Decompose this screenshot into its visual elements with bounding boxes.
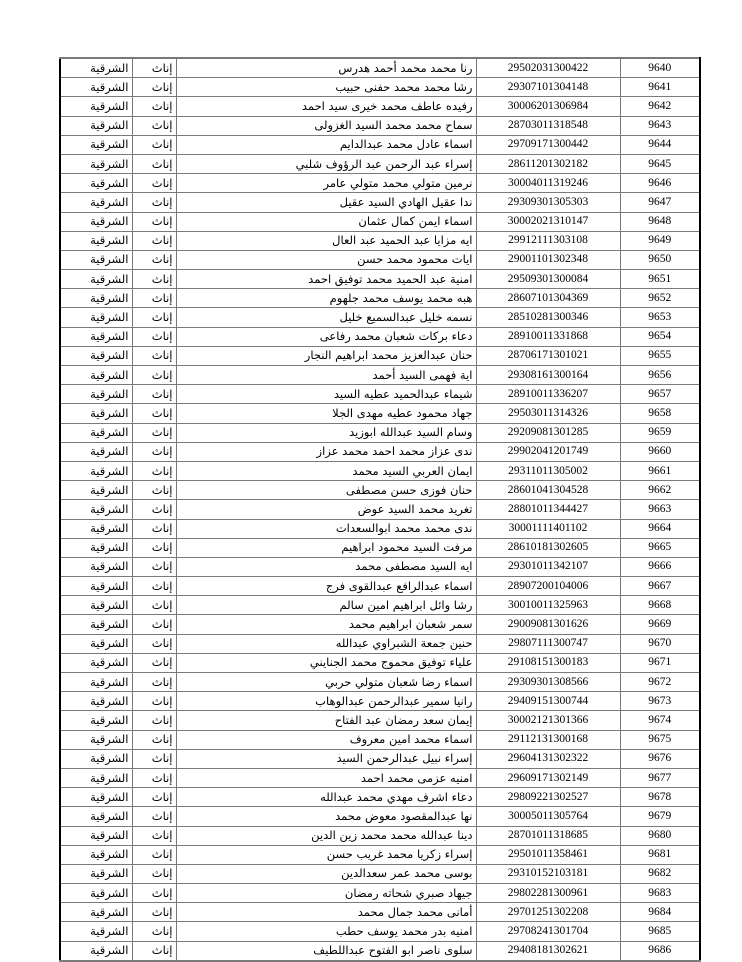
table-row [60, 442, 700, 461]
cell-national-id: 29708241301704 [476, 922, 620, 941]
cell-gender: إناث [132, 673, 176, 692]
cell-national-id: 29209081301285 [476, 423, 620, 442]
cell-governorate: الشرقية [60, 941, 132, 961]
cell-governorate: الشرقية [60, 922, 132, 941]
cell-governorate: الشرقية [60, 615, 132, 634]
cell-name: ندا عقيل الهادي السيد عقيل [176, 193, 476, 212]
table-row [60, 327, 700, 346]
cell-national-id: 30004011319246 [476, 174, 620, 193]
table-row [60, 884, 700, 903]
cell-gender: إناث [132, 711, 176, 730]
table-row [60, 673, 700, 692]
cell-name: نها عبدالمقصود معوض محمد [176, 807, 476, 826]
cell-governorate: الشرقية [60, 404, 132, 423]
table-row [60, 634, 700, 653]
cell-governorate: الشرقية [60, 289, 132, 308]
cell-gender: إناث [132, 500, 176, 519]
cell-governorate: الشرقية [60, 231, 132, 250]
cell-serial: 9641 [620, 78, 700, 97]
cell-national-id: 29311011305002 [476, 461, 620, 480]
table-row [60, 807, 700, 826]
cell-gender: إناث [132, 423, 176, 442]
table-row [60, 461, 700, 480]
cell-serial: 9657 [620, 385, 700, 404]
cell-name: بوسى محمد عمر سعدالدين [176, 864, 476, 883]
cell-national-id: 28706171301021 [476, 346, 620, 365]
cell-name: دعاء بركات شعبان محمد رفاعى [176, 327, 476, 346]
table-row [60, 404, 700, 423]
cell-governorate: الشرقية [60, 385, 132, 404]
cell-national-id: 29307101304148 [476, 78, 620, 97]
table-row [60, 154, 700, 173]
cell-gender: إناث [132, 250, 176, 269]
table-row [60, 692, 700, 711]
table-row [60, 116, 700, 135]
cell-national-id: 29609171302149 [476, 768, 620, 787]
cell-serial: 9661 [620, 461, 700, 480]
cell-serial: 9674 [620, 711, 700, 730]
cell-serial: 9651 [620, 270, 700, 289]
cell-governorate: الشرقية [60, 250, 132, 269]
cell-serial: 9644 [620, 135, 700, 154]
cell-name: إسراء نبيل عبدالرحمن السيد [176, 749, 476, 768]
cell-name: نسمه خليل عبدالسميع خليل [176, 308, 476, 327]
cell-name: تغريد محمد السيد عوض [176, 500, 476, 519]
table-row [60, 58, 700, 78]
cell-name: دعاء اشرف مهدي محمد عبدالله [176, 788, 476, 807]
table-row [60, 519, 700, 538]
cell-national-id: 29502031300422 [476, 58, 620, 78]
cell-gender: إناث [132, 634, 176, 653]
cell-name: سمر شعبان ابراهيم محمد [176, 615, 476, 634]
cell-governorate: الشرقية [60, 212, 132, 231]
cell-serial: 9679 [620, 807, 700, 826]
cell-gender: إناث [132, 577, 176, 596]
cell-national-id: 29108151300183 [476, 653, 620, 672]
cell-name: رفيده عاطف محمد خيرى سيد احمد [176, 97, 476, 116]
table-row [60, 135, 700, 154]
cell-serial: 9642 [620, 97, 700, 116]
table-row [60, 366, 700, 385]
cell-gender: إناث [132, 788, 176, 807]
cell-gender: إناث [132, 922, 176, 941]
cell-governorate: الشرقية [60, 596, 132, 615]
cell-gender: إناث [132, 653, 176, 672]
cell-name: امنيه عزمى محمد احمد [176, 768, 476, 787]
cell-serial: 9667 [620, 577, 700, 596]
cell-gender: إناث [132, 385, 176, 404]
cell-national-id: 29807111300747 [476, 634, 620, 653]
table-row [60, 500, 700, 519]
cell-gender: إناث [132, 270, 176, 289]
cell-governorate: الشرقية [60, 826, 132, 845]
table-row [60, 615, 700, 634]
cell-governorate: الشرقية [60, 423, 132, 442]
cell-national-id: 30001111401102 [476, 519, 620, 538]
cell-name: رشا وائل ابراهيم امين سالم [176, 596, 476, 615]
table-row [60, 826, 700, 845]
cell-gender: إناث [132, 807, 176, 826]
cell-gender: إناث [132, 366, 176, 385]
cell-gender: إناث [132, 461, 176, 480]
cell-serial: 9665 [620, 538, 700, 557]
cell-national-id: 29503011314326 [476, 404, 620, 423]
cell-gender: إناث [132, 826, 176, 845]
cell-national-id: 29802281300961 [476, 884, 620, 903]
cell-governorate: الشرقية [60, 135, 132, 154]
table-row [60, 174, 700, 193]
cell-serial: 9685 [620, 922, 700, 941]
cell-national-id: 29701251302208 [476, 903, 620, 922]
cell-name: ايات محمود محمد حسن [176, 250, 476, 269]
cell-serial: 9646 [620, 174, 700, 193]
table-row [60, 423, 700, 442]
cell-serial: 9669 [620, 615, 700, 634]
cell-gender: إناث [132, 442, 176, 461]
cell-gender: إناث [132, 749, 176, 768]
cell-gender: إناث [132, 903, 176, 922]
cell-national-id: 29912111303108 [476, 231, 620, 250]
cell-national-id: 29001101302348 [476, 250, 620, 269]
roster-table-body [60, 58, 700, 961]
cell-national-id: 28910011336207 [476, 385, 620, 404]
cell-name: اية فهمى السيد أحمد [176, 366, 476, 385]
cell-name: ايمان العربي السيد محمد [176, 461, 476, 480]
cell-national-id: 28801011344427 [476, 500, 620, 519]
cell-name: حنان فوزى حسن مصطفى [176, 481, 476, 500]
cell-serial: 9643 [620, 116, 700, 135]
cell-name: رشا محمد محمد حفنى حبيب [176, 78, 476, 97]
cell-national-id: 28607101304369 [476, 289, 620, 308]
table-row [60, 788, 700, 807]
cell-national-id: 29809221302527 [476, 788, 620, 807]
cell-national-id: 29709171300442 [476, 135, 620, 154]
cell-name: سماح محمد محمد السيد الغزولى [176, 116, 476, 135]
cell-gender: إناث [132, 346, 176, 365]
cell-name: امنيه بدر محمد يوسف حطب [176, 922, 476, 941]
cell-governorate: الشرقية [60, 270, 132, 289]
table-row [60, 653, 700, 672]
table-row [60, 941, 700, 961]
cell-gender: إناث [132, 174, 176, 193]
cell-serial: 9671 [620, 653, 700, 672]
cell-name: نرمين متولي محمد متولي عامر [176, 174, 476, 193]
cell-national-id: 30005011305764 [476, 807, 620, 826]
cell-serial: 9668 [620, 596, 700, 615]
cell-governorate: الشرقية [60, 154, 132, 173]
table-row [60, 596, 700, 615]
cell-serial: 9650 [620, 250, 700, 269]
cell-serial: 9652 [620, 289, 700, 308]
cell-national-id: 30010011325963 [476, 596, 620, 615]
cell-name: شيماء عبدالحميد عطيه السيد [176, 385, 476, 404]
cell-serial: 9684 [620, 903, 700, 922]
cell-name: امنية عبد الحميد محمد توفيق احمد [176, 270, 476, 289]
cell-national-id: 29009081301626 [476, 615, 620, 634]
cell-name: أمانى محمد جمال محمد [176, 903, 476, 922]
cell-governorate: الشرقية [60, 557, 132, 576]
cell-name: جيهاد صبري شحاته رمضان [176, 884, 476, 903]
roster-table [59, 57, 701, 962]
cell-serial: 9672 [620, 673, 700, 692]
cell-name: اسماء محمد امين معروف [176, 730, 476, 749]
cell-gender: إناث [132, 692, 176, 711]
cell-national-id: 29409151300744 [476, 692, 620, 711]
cell-gender: إناث [132, 231, 176, 250]
cell-serial: 9677 [620, 768, 700, 787]
cell-gender: إناث [132, 615, 176, 634]
cell-governorate: الشرقية [60, 653, 132, 672]
cell-governorate: الشرقية [60, 884, 132, 903]
cell-governorate: الشرقية [60, 768, 132, 787]
cell-serial: 9660 [620, 442, 700, 461]
table-row [60, 97, 700, 116]
cell-governorate: الشرقية [60, 58, 132, 78]
cell-serial: 9666 [620, 557, 700, 576]
cell-name: ايه مزايا عبد الحميد عبد العال [176, 231, 476, 250]
cell-gender: إناث [132, 538, 176, 557]
cell-national-id: 28601041304528 [476, 481, 620, 500]
cell-serial: 9647 [620, 193, 700, 212]
table-row [60, 385, 700, 404]
cell-governorate: الشرقية [60, 174, 132, 193]
table-row [60, 557, 700, 576]
cell-name: ايه السيد مصطفى محمد [176, 557, 476, 576]
cell-governorate: الشرقية [60, 442, 132, 461]
cell-name: جهاد محمود عطيه مهدى الجلا [176, 404, 476, 423]
table-row [60, 845, 700, 864]
cell-governorate: الشرقية [60, 634, 132, 653]
cell-national-id: 29902041201749 [476, 442, 620, 461]
cell-name: رانيا سمير عبدالرحمن عبدالوهاب [176, 692, 476, 711]
cell-national-id: 28910011331868 [476, 327, 620, 346]
cell-gender: إناث [132, 154, 176, 173]
cell-governorate: الشرقية [60, 481, 132, 500]
cell-serial: 9648 [620, 212, 700, 231]
cell-national-id: 28611201302182 [476, 154, 620, 173]
cell-serial: 9675 [620, 730, 700, 749]
table-row [60, 193, 700, 212]
cell-national-id: 29408181302621 [476, 941, 620, 961]
cell-serial: 9656 [620, 366, 700, 385]
cell-governorate: الشرقية [60, 749, 132, 768]
cell-serial: 9686 [620, 941, 700, 961]
table-row [60, 922, 700, 941]
table-row [60, 749, 700, 768]
table-row [60, 768, 700, 787]
cell-serial: 9678 [620, 788, 700, 807]
cell-governorate: الشرقية [60, 116, 132, 135]
table-row [60, 711, 700, 730]
table-row [60, 730, 700, 749]
cell-governorate: الشرقية [60, 673, 132, 692]
table-row [60, 270, 700, 289]
cell-name: وسام السيد عبدالله ابوزيد [176, 423, 476, 442]
cell-serial: 9664 [620, 519, 700, 538]
cell-national-id: 29509301300084 [476, 270, 620, 289]
cell-gender: إناث [132, 768, 176, 787]
cell-name: سلوى ناصر ابو الفتوح عبداللطيف [176, 941, 476, 961]
table-row [60, 577, 700, 596]
cell-governorate: الشرقية [60, 327, 132, 346]
cell-name: مرفت السيد محمود ابراهيم [176, 538, 476, 557]
cell-gender: إناث [132, 730, 176, 749]
cell-gender: إناث [132, 193, 176, 212]
cell-serial: 9681 [620, 845, 700, 864]
cell-governorate: الشرقية [60, 577, 132, 596]
table-row [60, 289, 700, 308]
cell-governorate: الشرقية [60, 730, 132, 749]
cell-gender: إناث [132, 596, 176, 615]
cell-national-id: 29112131300168 [476, 730, 620, 749]
cell-national-id: 29308161300164 [476, 366, 620, 385]
cell-name: حنان عبدالعزيز محمد ابراهيم النجار [176, 346, 476, 365]
cell-serial: 9682 [620, 864, 700, 883]
table-row [60, 308, 700, 327]
cell-name: حنين جمعة الشبراوي عبدالله [176, 634, 476, 653]
cell-national-id: 30002021310147 [476, 212, 620, 231]
cell-governorate: الشرقية [60, 807, 132, 826]
cell-name: اسماء ايمن كمال عثمان [176, 212, 476, 231]
cell-gender: إناث [132, 864, 176, 883]
cell-governorate: الشرقية [60, 308, 132, 327]
cell-name: هبه محمد يوسف محمد جلهوم [176, 289, 476, 308]
cell-name: إيمان سعد رمضان عبد الفتاح [176, 711, 476, 730]
cell-gender: إناث [132, 481, 176, 500]
table-row [60, 903, 700, 922]
cell-name: علياء توفيق محموج محمد الجنايني [176, 653, 476, 672]
cell-gender: إناث [132, 557, 176, 576]
cell-serial: 9653 [620, 308, 700, 327]
table-row [60, 481, 700, 500]
cell-gender: إناث [132, 78, 176, 97]
cell-governorate: الشرقية [60, 538, 132, 557]
cell-national-id: 28703011318548 [476, 116, 620, 135]
cell-governorate: الشرقية [60, 711, 132, 730]
cell-name: ندى محمد محمد ابوالسعدات [176, 519, 476, 538]
cell-serial: 9649 [620, 231, 700, 250]
cell-name: اسماء عبدالرافع عبدالقوى فرج [176, 577, 476, 596]
cell-serial: 9658 [620, 404, 700, 423]
cell-serial: 9670 [620, 634, 700, 653]
cell-governorate: الشرقية [60, 864, 132, 883]
cell-serial: 9662 [620, 481, 700, 500]
cell-serial: 9683 [620, 884, 700, 903]
cell-name: دينا عبدالله محمد محمد زين الدين [176, 826, 476, 845]
cell-gender: إناث [132, 404, 176, 423]
cell-gender: إناث [132, 519, 176, 538]
cell-name: إسراء زكريا محمد غريب حسن [176, 845, 476, 864]
cell-national-id: 28907200104006 [476, 577, 620, 596]
cell-gender: إناث [132, 135, 176, 154]
cell-serial: 9654 [620, 327, 700, 346]
cell-name: ندى عزاز محمد احمد محمد عزاز [176, 442, 476, 461]
table-row [60, 346, 700, 365]
cell-national-id: 29604131302322 [476, 749, 620, 768]
cell-gender: إناث [132, 941, 176, 961]
cell-governorate: الشرقية [60, 461, 132, 480]
table-row [60, 864, 700, 883]
cell-gender: إناث [132, 58, 176, 78]
cell-name: إسراء عبد الرحمن عبد الرؤوف شلبي [176, 154, 476, 173]
cell-governorate: الشرقية [60, 500, 132, 519]
cell-gender: إناث [132, 845, 176, 864]
table-row [60, 231, 700, 250]
cell-gender: إناث [132, 289, 176, 308]
table-row [60, 538, 700, 557]
cell-national-id: 28610181302605 [476, 538, 620, 557]
table-row [60, 212, 700, 231]
cell-governorate: الشرقية [60, 788, 132, 807]
cell-serial: 9680 [620, 826, 700, 845]
cell-governorate: الشرقية [60, 78, 132, 97]
cell-governorate: الشرقية [60, 845, 132, 864]
cell-national-id: 28701011318685 [476, 826, 620, 845]
cell-governorate: الشرقية [60, 193, 132, 212]
cell-serial: 9659 [620, 423, 700, 442]
cell-gender: إناث [132, 116, 176, 135]
cell-name: رنا محمد محمد أحمد هدرس [176, 58, 476, 78]
cell-serial: 9663 [620, 500, 700, 519]
cell-serial: 9640 [620, 58, 700, 78]
cell-gender: إناث [132, 327, 176, 346]
cell-serial: 9645 [620, 154, 700, 173]
table-row [60, 250, 700, 269]
cell-name: اسماء رضا شعبان متولي حربي [176, 673, 476, 692]
table-row [60, 78, 700, 97]
cell-governorate: الشرقية [60, 692, 132, 711]
cell-governorate: الشرقية [60, 903, 132, 922]
cell-serial: 9655 [620, 346, 700, 365]
cell-gender: إناث [132, 97, 176, 116]
cell-gender: إناث [132, 884, 176, 903]
cell-governorate: الشرقية [60, 366, 132, 385]
cell-national-id: 29310152103181 [476, 864, 620, 883]
cell-national-id: 29501011358461 [476, 845, 620, 864]
cell-gender: إناث [132, 308, 176, 327]
cell-national-id: 29309301308566 [476, 673, 620, 692]
cell-name: اسماء عادل محمد عبدالدايم [176, 135, 476, 154]
cell-national-id: 28510281300346 [476, 308, 620, 327]
cell-national-id: 30002121301366 [476, 711, 620, 730]
cell-gender: إناث [132, 212, 176, 231]
cell-serial: 9676 [620, 749, 700, 768]
cell-governorate: الشرقية [60, 519, 132, 538]
cell-governorate: الشرقية [60, 97, 132, 116]
cell-national-id: 30006201306984 [476, 97, 620, 116]
cell-national-id: 29301011342107 [476, 557, 620, 576]
cell-national-id: 29309301305303 [476, 193, 620, 212]
cell-governorate: الشرقية [60, 346, 132, 365]
cell-serial: 9673 [620, 692, 700, 711]
roster-table-container [61, 57, 701, 962]
